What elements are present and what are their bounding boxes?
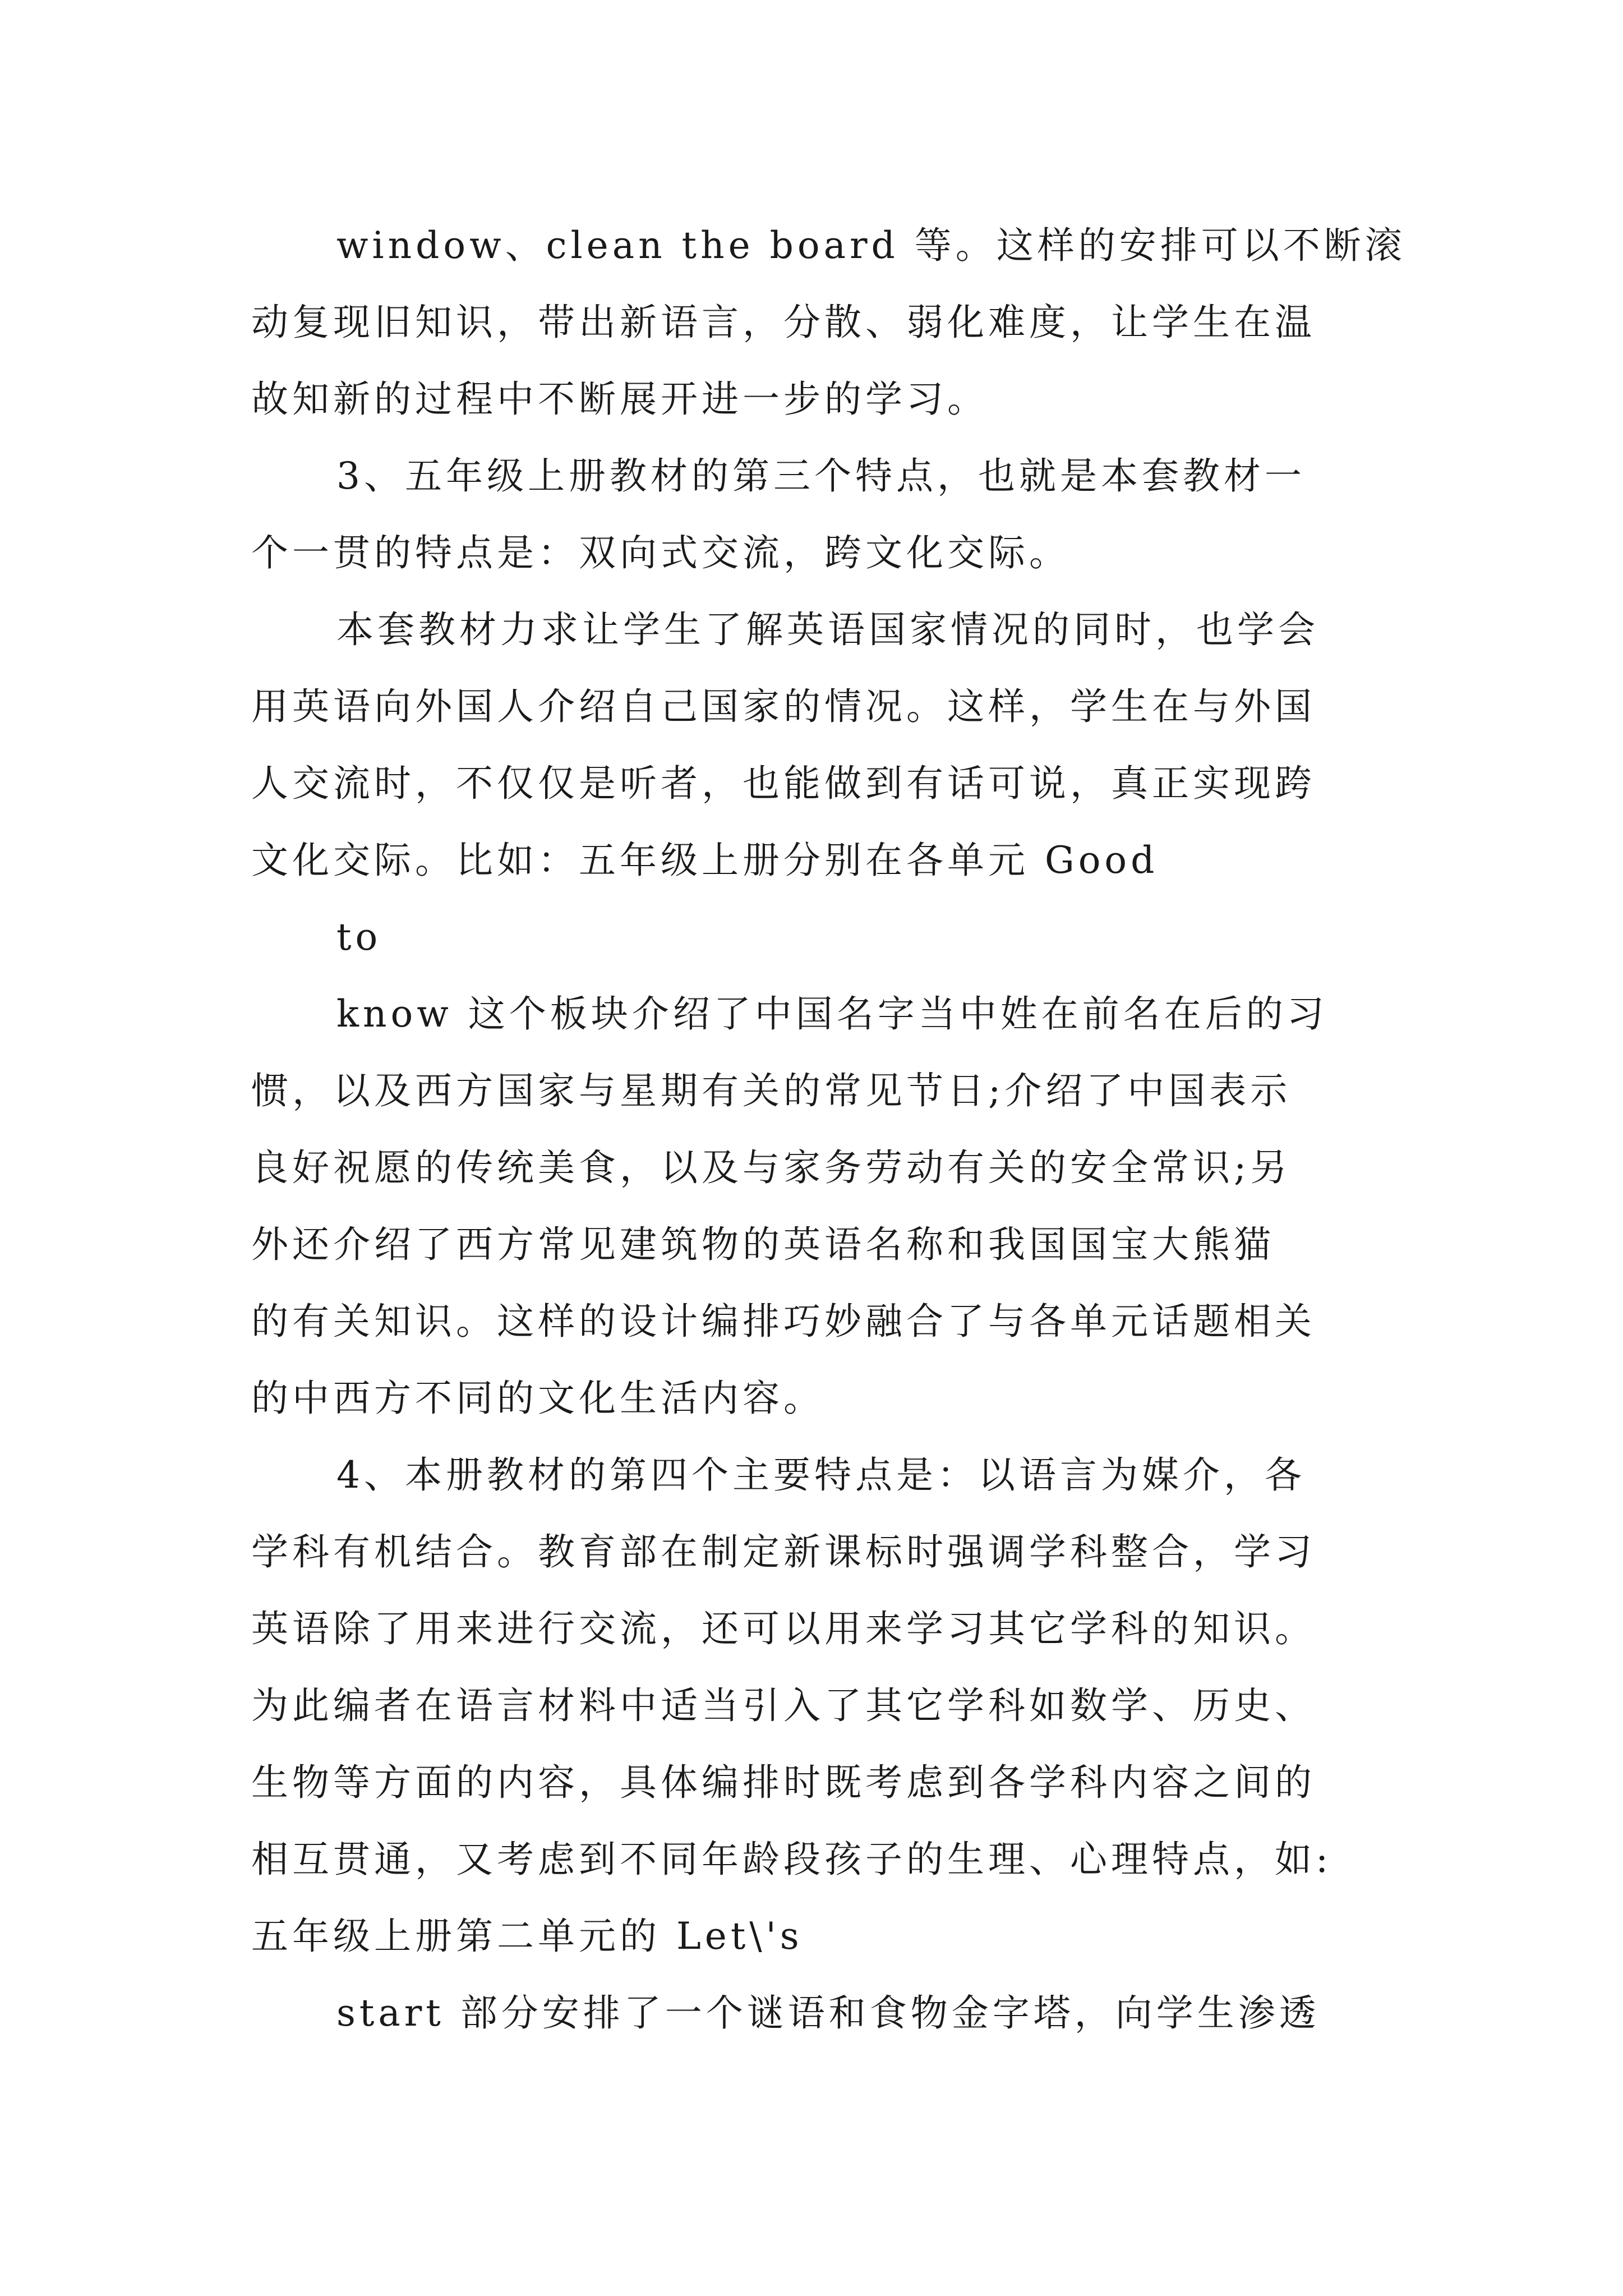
- text-line: 生物等方面的内容，具体编排时既考虑到各学科内容之间的: [251, 1761, 1316, 1804]
- text-line: 故知新的过程中不断展开进一步的学习。: [251, 378, 988, 421]
- text-line: start 部分安排了一个谜语和食物金字塔，向学生渗透: [336, 1991, 1320, 2035]
- text-line: 惯，以及西方国家与星期有关的常见节日;介绍了中国表示: [251, 1069, 1292, 1112]
- text-line: 人交流时，不仅仅是听者，也能做到有话可说，真正实现跨: [251, 762, 1316, 805]
- text-line: 外还介绍了西方常见建筑物的英语名称和我国国宝大熊猫: [251, 1223, 1275, 1266]
- text-line: 用英语向外国人介绍自己国家的情况。这样，学生在与外国: [251, 685, 1316, 728]
- text-line: 3、五年级上册教材的第三个特点，也就是本套教材一: [336, 454, 1306, 498]
- text-line: 文化交际。比如：五年级上册分别在各单元 Good: [251, 839, 1159, 882]
- text-line: 的中西方不同的文化生活内容。: [251, 1377, 824, 1420]
- text-line: 本套教材力求让学生了解英语国家情况的同时，也学会: [336, 608, 1319, 651]
- text-line: 相互贯通，又考虑到不同年龄段孩子的生理、心理特点，如:: [251, 1838, 1332, 1881]
- text-line: 的有关知识。这样的设计编排巧妙融合了与各单元话题相关: [251, 1300, 1316, 1343]
- text-line: 学科有机结合。教育部在制定新课标时强调学科整合，学习: [251, 1530, 1316, 1573]
- text-line: 为此编者在语言材料中适当引入了其它学科如数学、历史、: [251, 1684, 1316, 1727]
- text-line: window、clean the board 等。这样的安排可以不断滚: [336, 224, 1406, 267]
- text-line: 动复现旧知识，带出新语言，分散、弱化难度，让学生在温: [251, 301, 1316, 344]
- text-line: know 这个板块介绍了中国名字当中姓在前名在后的习: [336, 992, 1328, 1036]
- text-line: to: [336, 915, 382, 959]
- text-line: 五年级上册第二单元的 Let\'s: [251, 1915, 803, 1958]
- text-line: 良好祝愿的传统美食，以及与家务劳动有关的安全常识;另: [251, 1146, 1292, 1189]
- text-line: 英语除了用来进行交流，还可以用来学习其它学科的知识。: [251, 1607, 1316, 1650]
- text-line: 个一贯的特点是：双向式交流，跨文化交际。: [251, 531, 1070, 574]
- text-line: 4、本册教材的第四个主要特点是：以语言为媒介，各: [336, 1453, 1306, 1497]
